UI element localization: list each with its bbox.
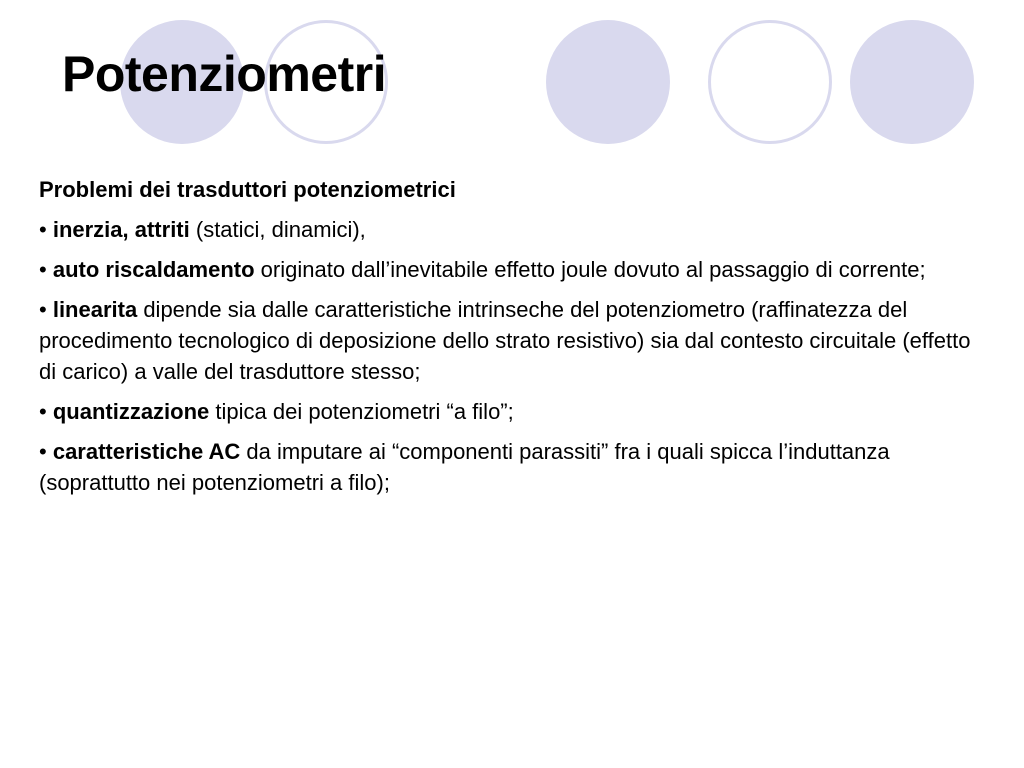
slide-subtitle: Problemi dei trasduttori potenziometrici	[39, 177, 456, 202]
bullet-keyword: caratteristiche AC	[52, 439, 241, 464]
bullet-text: originato dall’inevitabile effetto joule dovuto al passaggio di corrente;	[254, 257, 926, 282]
decorative-circle-outline	[708, 20, 832, 144]
bullet-marker: •	[39, 217, 47, 242]
slide-title: Potenziometri	[62, 46, 387, 102]
bullet-item	[39, 294, 989, 387]
bullet-item	[39, 254, 989, 285]
bullet-text: dipende sia dalle caratteristiche intrinseche del potenziometro (raffinatezza del procedimento tecnologico di deposizione dello strato resistivo) sia dal contesto circuitale (effetto di carico) a valle del trasduttore stesso;	[39, 297, 971, 384]
bullet-marker: •	[39, 439, 47, 464]
bullet-item	[39, 396, 989, 427]
bullet-keyword: linearita	[52, 297, 138, 322]
bullet-keyword: auto riscaldamento	[52, 257, 255, 282]
bullet-text: da imputare ai “componenti parassiti” fra i quali spicca l’induttanza (soprattutto nei potenziometri a filo);	[39, 439, 890, 495]
bullet-item	[39, 436, 989, 498]
bullet-text: (statici, dinamici),	[189, 217, 366, 242]
bullet-keyword: inerzia, attriti	[52, 217, 190, 242]
bullet-marker: •	[39, 297, 47, 322]
bullet-text: tipica dei potenziometri “a filo”;	[209, 399, 514, 424]
decorative-circle-filled	[546, 20, 670, 144]
decorative-circle-filled	[850, 20, 974, 144]
bullet-marker: •	[39, 257, 47, 282]
bullet-keyword: quantizzazione	[52, 399, 210, 424]
bullet-item	[39, 214, 989, 245]
bullet-marker: •	[39, 399, 47, 424]
slide-body	[39, 174, 989, 507]
